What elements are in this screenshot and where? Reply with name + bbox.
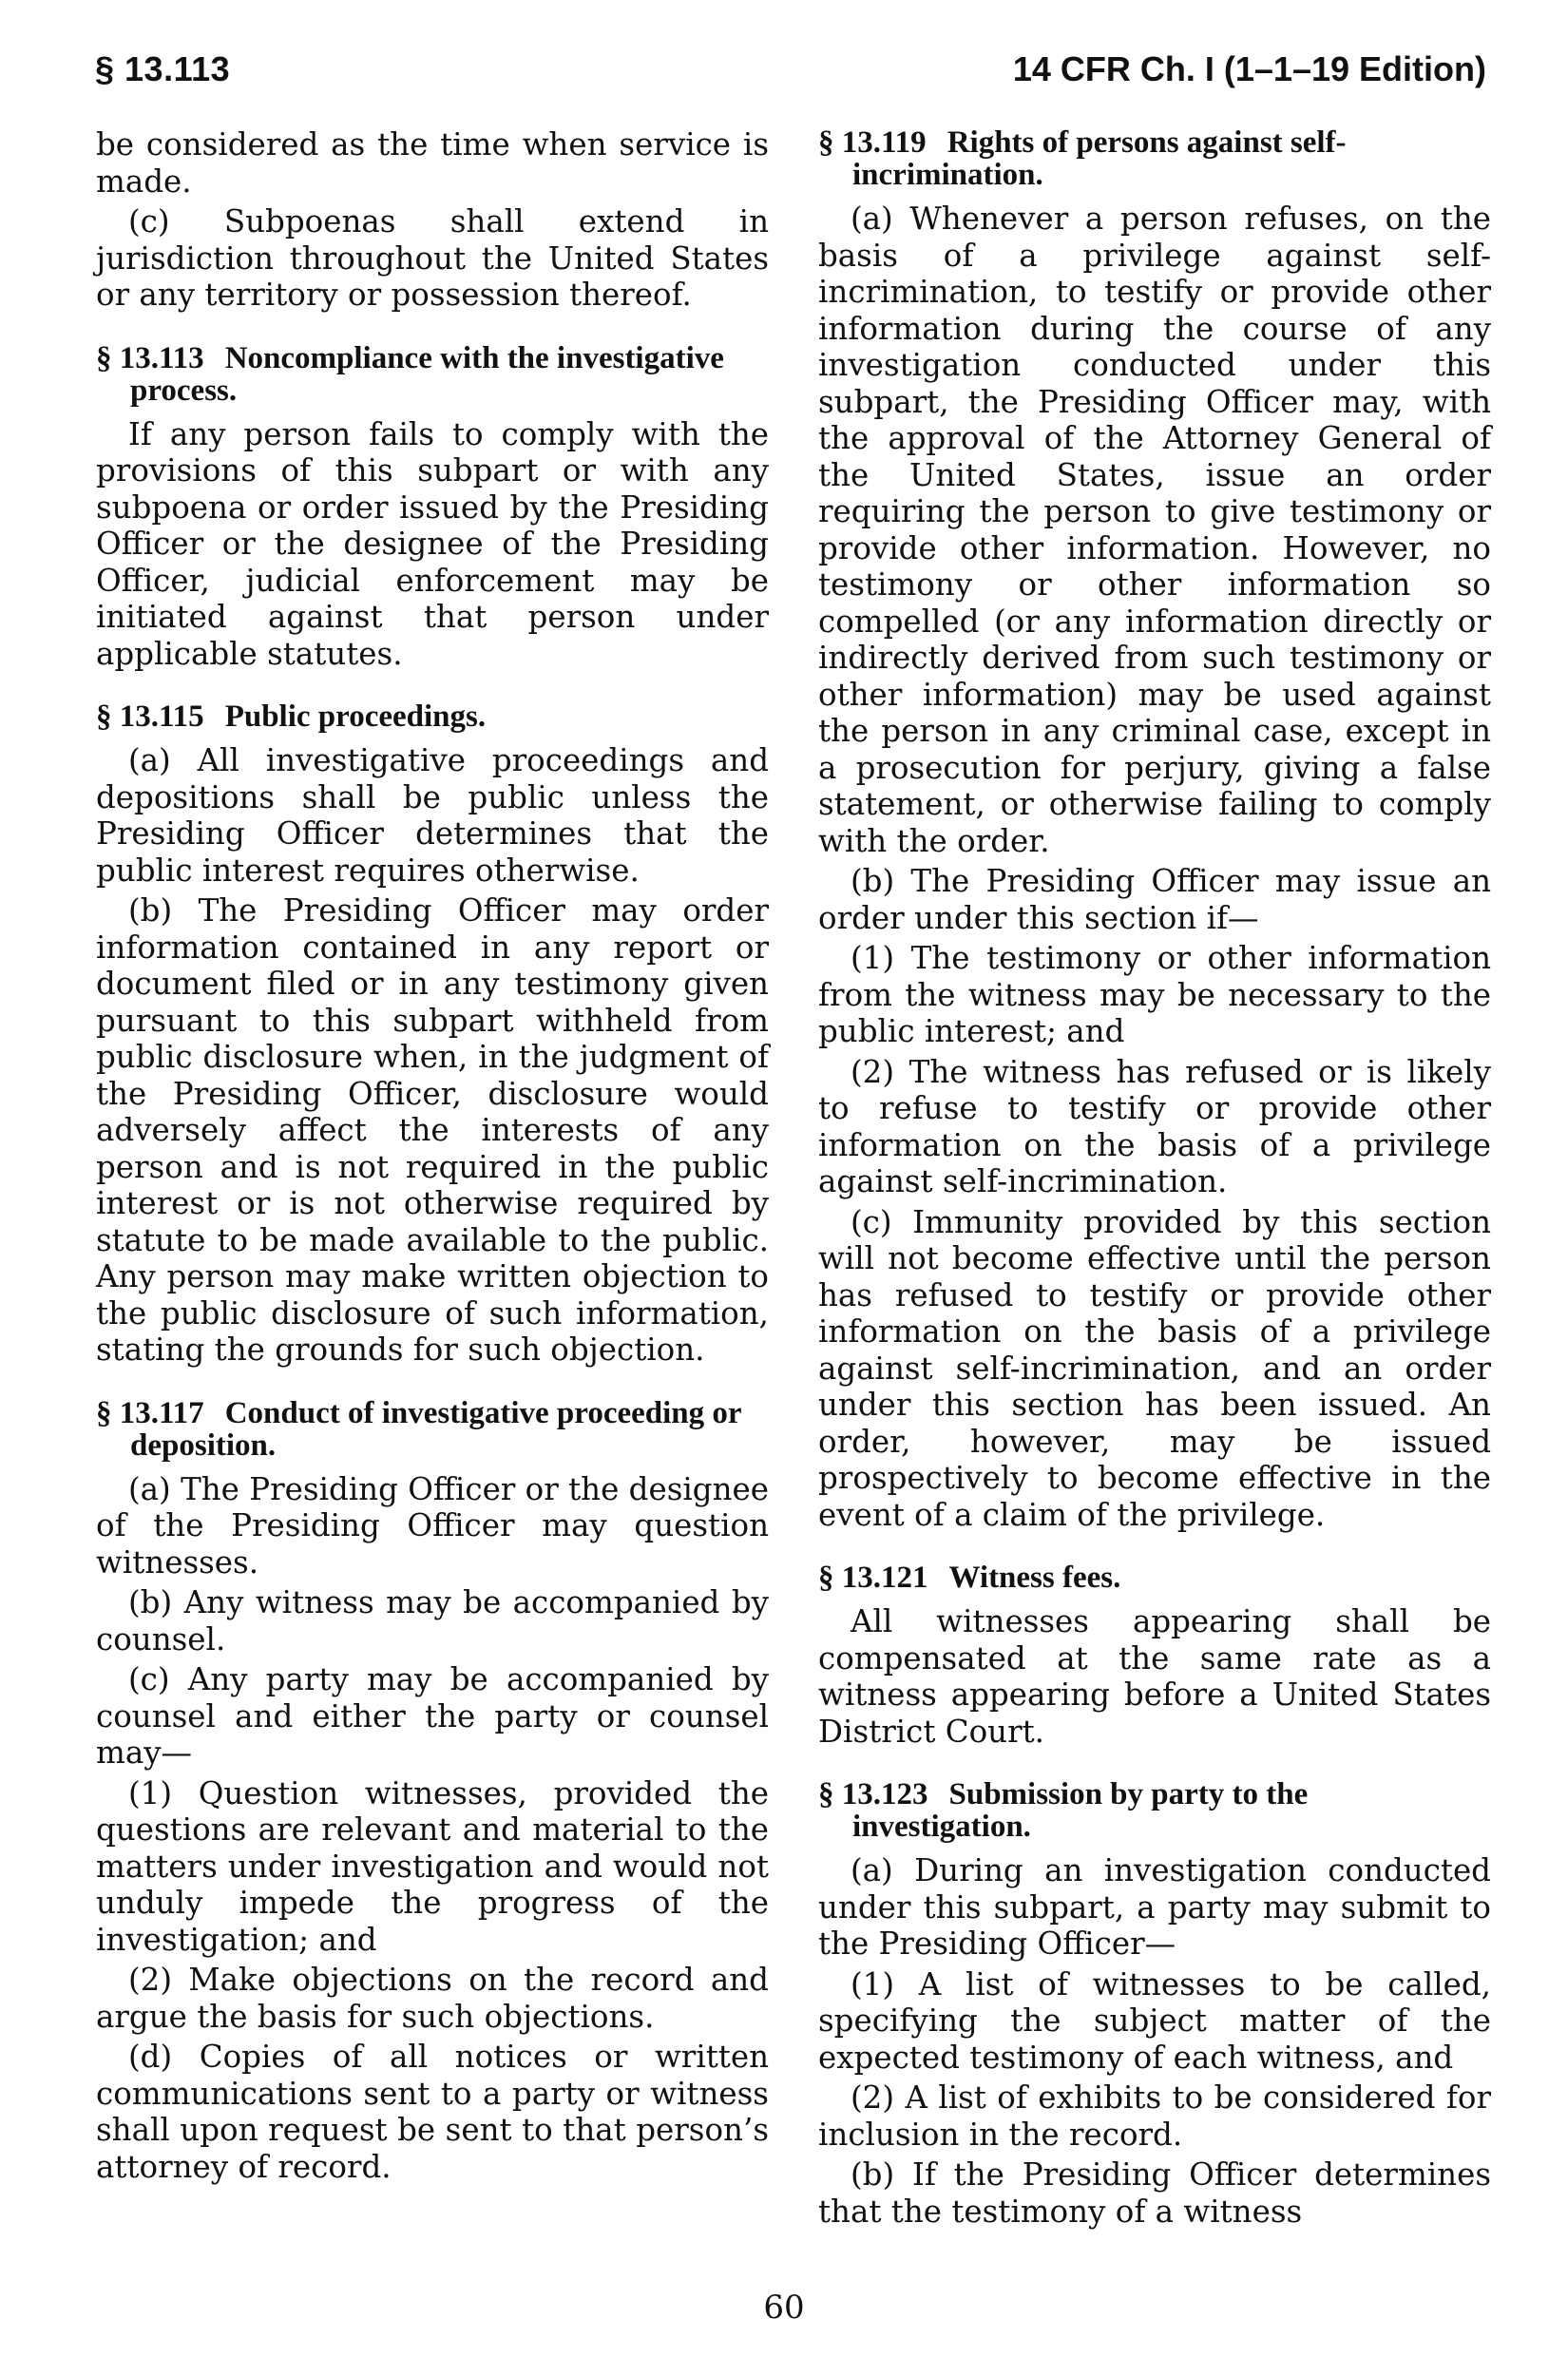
section-13-121	[818, 1562, 1491, 1750]
section-title: Witness fees.	[948, 1561, 1121, 1595]
paragraph: (c) Any party may be accompanied by counsel and either the party or counsel may—	[96, 1661, 769, 1771]
running-header-section: § 13.113	[95, 49, 231, 88]
section-number: § 13.119	[818, 125, 927, 160]
right-column	[818, 126, 1491, 2233]
paragraph: (2) The witness has refused or is likely to refuse to testify or provide other information on the basis of a privilege against self-incrimination.	[818, 1053, 1491, 1199]
paragraph: (a) During an investigation conducted under this subpart, a party may submit to the Presiding Officer—	[818, 1852, 1491, 1962]
paragraph: (c) Immunity provided by this section will not become effective until the person has refused to testify or provide other information on the basis of a privilege against self-incrimination, and an order under this section has been issued. An order, however, may be issued prospectively to become effective in the event of a claim of the privilege.	[818, 1203, 1491, 1533]
paragraph: (b) The Presiding Officer may issue an order under this section if—	[818, 863, 1491, 936]
section-title: Rights of persons against self-incrimination.	[852, 125, 1347, 192]
paragraph: (2) Make objections on the record and argue the basis for such objections.	[96, 1962, 769, 2035]
page-number: 60	[763, 2289, 805, 2327]
paragraph: (c) Subpoenas shall extend in jurisdiction throughout the United States or any territory or possession thereof.	[96, 203, 769, 313]
paragraph: be considered as the time when service is made.	[96, 126, 769, 200]
section-13-113	[96, 342, 769, 673]
section-heading	[96, 700, 769, 733]
section-13-115	[96, 700, 769, 1369]
paragraph: (a) The Presiding Officer or the designee of the Presiding Officer may question witnesses.	[96, 1470, 769, 1581]
paragraph: (b) Any witness may be accompanied by counsel.	[96, 1584, 769, 1657]
section-heading	[818, 1778, 1491, 1843]
paragraph: If any person fails to comply with the provisions of this subpart or with any subpoena or order issued by the Presiding Officer or the designee of the Presiding Officer, judicial enforcement may be initiated against that person under applicable statutes.	[96, 415, 769, 672]
left-column	[96, 126, 769, 2189]
paragraph: (b) The Presiding Officer may order information contained in any report or document filed or in any testimony given pursuant to this subpart withheld from public disclosure when, in the judgment of the Presiding Officer, disclosure would adversely affect the interests of any person and is not required in the public interest or is not otherwise required by statute to be made available to the public. Any person may make written objection to the public disclosure of such information, stating the grounds for such objection.	[96, 892, 769, 1368]
section-13-117	[96, 1397, 769, 2186]
paragraph: (1) Question witnesses, provided the questions are relevant and material to the matters under investigation and would not unduly impede the progress of the investigation; and	[96, 1774, 769, 1958]
section-heading	[818, 126, 1491, 191]
paragraph: (2) A list of exhibits to be considered for inclusion in the record.	[818, 2079, 1491, 2153]
paragraph: All witnesses appearing shall be compensated at the same rate as a witness appearing before a United States District Court.	[818, 1603, 1491, 1750]
paragraph: (d) Copies of all notices or written communications sent to a party or witness shall upon request be sent to that person’s attorney of record.	[96, 2039, 769, 2185]
running-header-edition: 14 CFR Ch. I (1–1–19 Edition)	[1012, 49, 1486, 88]
paragraph: (a) All investigative proceedings and depositions shall be public unless the Presiding Officer determines that the public interest requires otherwise.	[96, 742, 769, 889]
section-heading	[96, 342, 769, 407]
section-title: Submission by party to the investigation.	[852, 1777, 1309, 1844]
paragraph: (b) If the Presiding Officer determines that the testimony of a witness	[818, 2156, 1491, 2230]
section-heading	[96, 1397, 769, 1462]
section-title: Conduct of investigative proceeding or deposition.	[130, 1395, 741, 1463]
section-number: § 13.113	[96, 340, 204, 375]
section-title: Public proceedings.	[224, 699, 487, 734]
section-13-123	[818, 1778, 1491, 2230]
section-number: § 13.117	[96, 1395, 204, 1430]
paragraph: (a) Whenever a person refuses, on the basis of a privilege against self-incrimination, to testify or provide other information during the course of any investigation conducted under this subpart, the Presiding Officer may, with the approval of the Attorney General of the United States, issue an order requiring the person to give testimony or provide other information. However, no testimony or other information so compelled (or any information directly or indirectly derived from such testimony or other information) may be used against the person in any criminal case, except in a prosecution for perjury, giving a false statement, or otherwise failing to comply with the order.	[818, 201, 1491, 859]
section-number: § 13.115	[96, 699, 204, 734]
section-number: § 13.123	[818, 1777, 928, 1811]
paragraph: (1) A list of witnesses to be called, specifying the subject matter of the expected testimony of each witness, and	[818, 1965, 1491, 2076]
section-title: Noncompliance with the investigative process.	[130, 340, 724, 408]
section-13-119	[818, 126, 1491, 1533]
section-number: § 13.121	[818, 1561, 928, 1595]
section-heading	[818, 1562, 1491, 1594]
paragraph: (1) The testimony or other information from the witness may be necessary to the public interest; and	[818, 940, 1491, 1049]
continued-text	[96, 126, 769, 314]
